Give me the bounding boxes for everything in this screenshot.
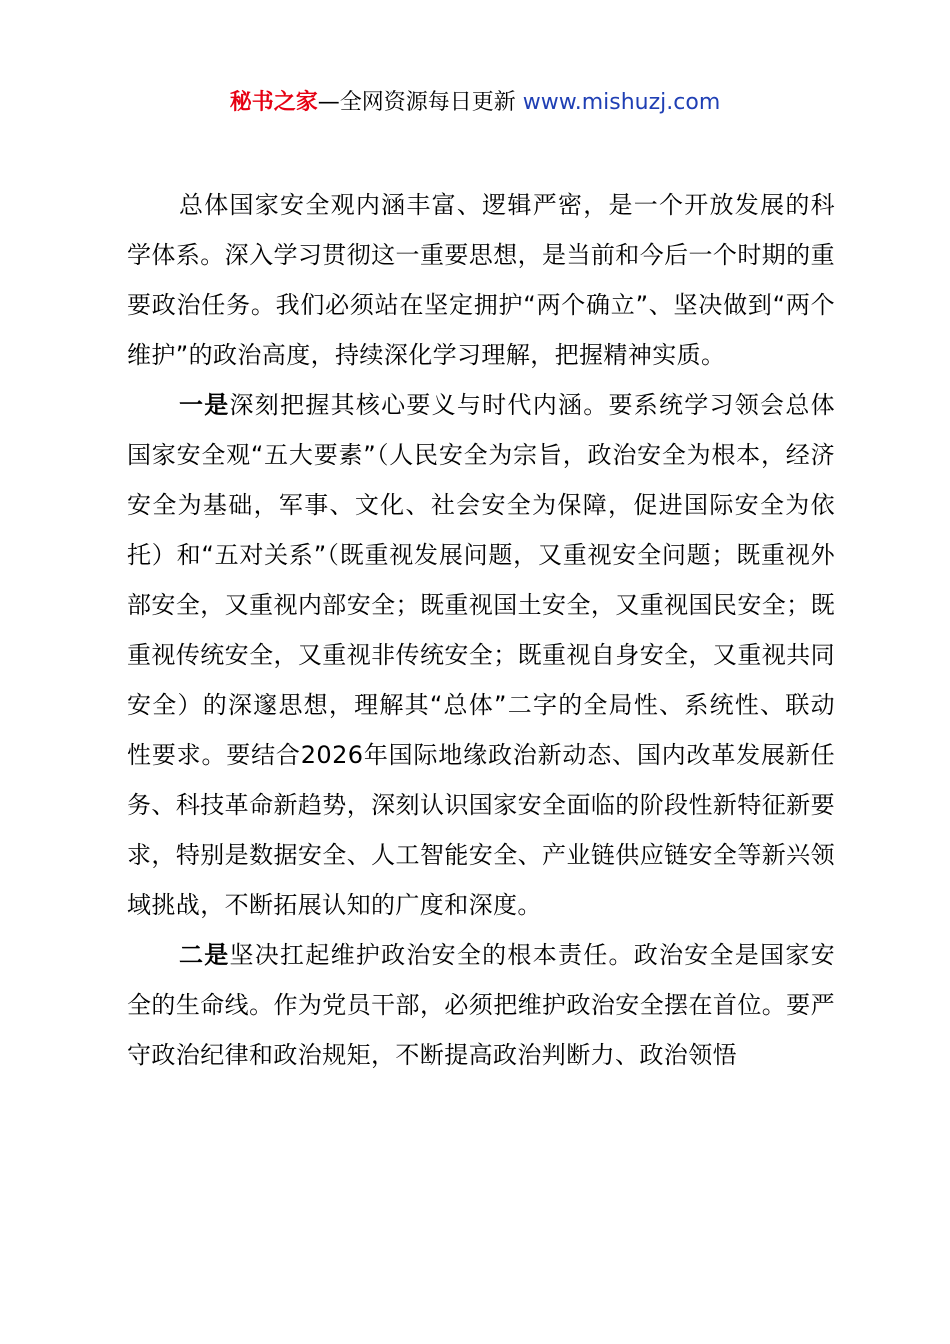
paragraph-lead: 二是 <box>179 941 230 969</box>
brand-name: 秘书之家 <box>229 90 318 115</box>
paragraph-point-two <box>127 930 835 1080</box>
website-link[interactable]: www.mishuzj.com <box>522 90 721 115</box>
paragraph-text: 深刻把握其核心要义与时代内涵。要系统学习领会总体国家安全观“五大要素”（人民安全为宗旨，政治安全为根本，经济安全为基础，军事、文化、社会安全为保障，促进国际安全为依托）和“五对关系”（既重视发展问题，又重视安全问题；既重视外部安全，又重视内部安全；既重视国土安全，又重视国民安全；既重视传统安全，又重视非传统安全；既重视自身安全，又重视共同安全）的深邃思想，理解其“总体”二字的全局性、系统性、联动性要求。要结合2026年国际地缘政治新动态、国内改革发展新任务、科技革命新趋势，深刻认识国家安全面临的阶段性新特征新要求，特别是数据安全、人工智能安全、产业链供应链安全等新兴领域挑战，不断拓展认知的广度和深度。 <box>127 391 835 919</box>
paragraph-point-one <box>127 380 835 930</box>
document-body <box>127 180 835 1080</box>
document-header <box>0 86 950 120</box>
paragraph-intro <box>127 180 835 380</box>
paragraph-lead: 一是 <box>179 391 230 419</box>
paragraph-text: 坚决扛起维护政治安全的根本责任。政治安全是国家安全的生命线。作为党员干部，必须把维护政治安全摆在首位。要严守政治纪律和政治规矩，不断提高政治判断力、政治领悟 <box>127 941 835 1069</box>
paragraph-text: 总体国家安全观内涵丰富、逻辑严密，是一个开放发展的科学体系。深入学习贯彻这一重要思想，是当前和今后一个时期的重要政治任务。我们必须站在坚定拥护“两个确立”、坚决做到“两个维护”的政治高度，持续深化学习理解，把握精神实质。 <box>127 191 835 369</box>
header-tagline: —全网资源每日更新 <box>317 90 516 115</box>
